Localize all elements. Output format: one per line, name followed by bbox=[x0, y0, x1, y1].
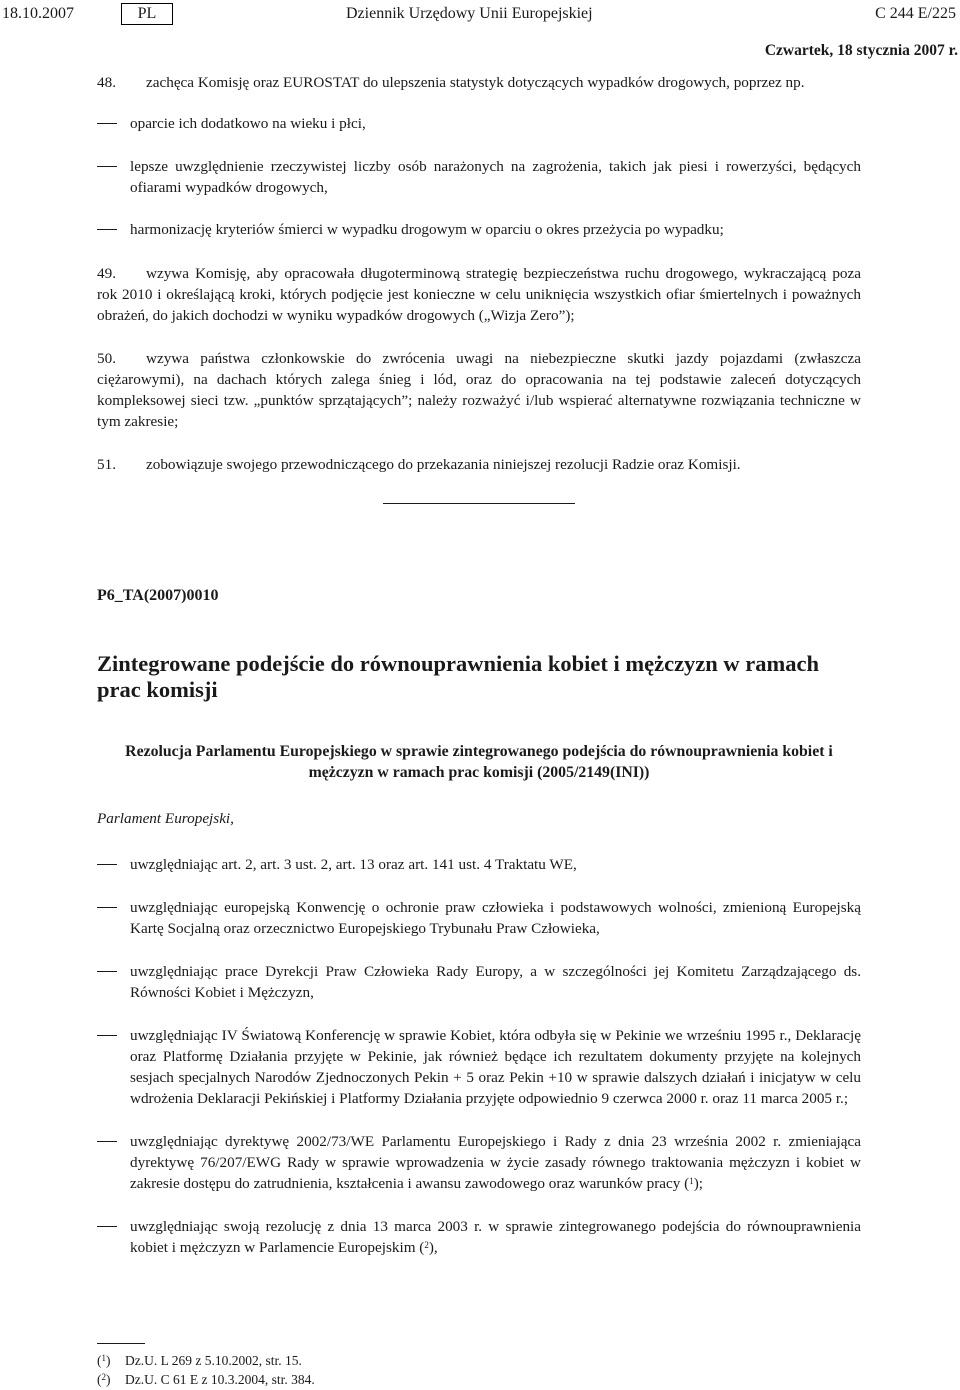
footnote-reference[interactable]: 2 bbox=[424, 1240, 429, 1250]
footnote-text: Dz.U. C 61 E z 10.3.2004, str. 384. bbox=[125, 1372, 315, 1387]
journal-title: Dziennik Urzędowy Unii Europejskiej bbox=[346, 5, 593, 22]
list-item: lepsze uwzględnienie rzeczywistej liczby osób narażonych na zagrożenia, takich jak piesi i rowerzyści, będących ofiarami wypadków drogowych, bbox=[97, 156, 861, 198]
document-id: P6_TA(2007)0010 bbox=[97, 587, 219, 604]
footnote-label: ($^1$) bbox=[97, 1353, 111, 1368]
footnote-text: Dz.U. L 269 z 5.10.2002, str. 15. bbox=[125, 1353, 302, 1368]
dash-marker bbox=[97, 907, 117, 908]
paragraph-number: 49. bbox=[97, 265, 116, 282]
journal-header bbox=[0, 2, 960, 26]
publication-date: 18.10.2007 bbox=[2, 5, 74, 22]
paragraph-50 bbox=[97, 348, 861, 432]
document-subtitle: Rezolucja Parlamentu Europejskiego w sprawie zintegrowanego podejścia do równouprawnienia kobiet i mężczyzn w ramach prac komisji (2005/2149(INI)) bbox=[125, 743, 833, 781]
paragraph-51 bbox=[97, 454, 861, 475]
paragraph-text: wzywa Komisję, aby opracowała długoterminową strategię bezpieczeństwa ruchu drogowego, wykraczającą poza rok 2010 i określającą kroki, których podjęcie jest konieczne w celu uniknięcia wszystkich ofiar śmiertelnych i poważnych obrażeń, do jakich dochodzi w wyniku wypadków drogowych („Wizja Zero”); bbox=[97, 265, 861, 324]
list-item: harmonizację kryteriów śmierci w wypadku drogowym w oparciu o okres przeżycia po wypadku; bbox=[97, 219, 861, 240]
footnote-rule bbox=[97, 1343, 145, 1344]
footnote-reference[interactable]: 1 bbox=[689, 1176, 694, 1186]
dash-marker bbox=[97, 864, 117, 865]
footnote bbox=[97, 1370, 861, 1389]
consideration-item: uwzględniając art. 2, art. 3 ust. 2, art. 13 oraz art. 141 ust. 4 Traktatu WE, bbox=[97, 854, 861, 875]
paragraph-text: wzywa państwa członkowskie do zwrócenia uwagi na niebezpieczne skutki jazdy pojazdami (zwłaszcza ciężarowymi), na dachach których zalega śnieg i lód, oraz do opracowania na tej podstawie zaleceń dotyczących kompleksowej sieci tzw. „punktów sprzątających”; należy rozważyć i/lub wspierać alternatywne rozwiązania techniczne w tym zakresie; bbox=[97, 350, 861, 430]
paragraph-49 bbox=[97, 263, 861, 326]
dash-marker bbox=[97, 1035, 117, 1036]
dash-marker bbox=[97, 1141, 117, 1142]
consideration-item: uwzględniając swoją rezolucję z dnia 13 marca 2003 r. w sprawie zintegrowanego podejścia do równouprawnienia kobiet i mężczyzn w Parlamencie Europejskim ($^2$), bbox=[97, 1216, 861, 1258]
paragraph-number: 48. bbox=[97, 74, 116, 91]
parliament-intro: Parlament Europejski, bbox=[97, 810, 234, 827]
consideration-item: uwzględniając europejską Konwencję o ochronie praw człowieka i podstawowych wolności, zmienioną Europejską Kartę Socjalną oraz orzecznictwo Europejskiego Trybunału Praw Człowieka, bbox=[97, 897, 861, 939]
dash-marker bbox=[97, 166, 117, 167]
paragraph-48 bbox=[97, 72, 861, 93]
paragraph-text: zachęca Komisję oraz EUROSTAT do ulepszenia statystyk dotyczących wypadków drogowych, poprzez np. bbox=[146, 74, 805, 91]
consideration-item: uwzględniając prace Dyrekcji Praw Człowieka Rady Europy, a w szczególności jej Komitetu Zarządzającego ds. Równości Kobiet i Mężczyzn, bbox=[97, 961, 861, 1003]
page-content bbox=[97, 72, 861, 1258]
dash-marker bbox=[97, 123, 117, 124]
paragraph-number: 51. bbox=[97, 456, 116, 473]
page-reference: C 244 E/225 bbox=[875, 5, 956, 22]
dash-marker bbox=[97, 1226, 117, 1227]
sitting-date: Czwartek, 18 stycznia 2007 r. bbox=[764, 42, 958, 59]
paragraph-number: 50. bbox=[97, 350, 116, 367]
footnote-label: ($^2$) bbox=[97, 1372, 111, 1387]
dash-marker bbox=[97, 971, 117, 972]
consideration-item: uwzględniając IV Światową Konferencję w sprawie Kobiet, która odbyła się w Pekinie we wrześniu 1995 r., Deklarację oraz Platformę Działania przyjęte w Pekinie, jak również będące ich rezultatem dokumenty przyjęte na kolejnych sesjach specjalnych Narodów Zjednoczonych Pekin + 5 oraz Pekin +10 w sprawie dalszych działań i inicjatyw w celu wdrożenia Deklaracji Pekińskiej i Platformy Działania przyjęte odpowiednio 9 czerwca 2000 r. oraz 11 marca 2005 r.; bbox=[97, 1025, 861, 1109]
list-item: oparcie ich dodatkowo na wieku i płci, bbox=[97, 113, 861, 134]
footnote bbox=[97, 1351, 861, 1370]
language-badge: PL bbox=[121, 3, 173, 25]
footnotes bbox=[97, 1351, 861, 1389]
dash-marker bbox=[97, 229, 117, 230]
document-title: Zintegrowane podejście do równouprawnienia kobiet i mężczyzn w ramach prac komisji bbox=[97, 651, 820, 702]
consideration-item: uwzględniając dyrektywę 2002/73/WE Parlamentu Europejskiego i Rady z dnia 23 września 2002 r. zmieniająca dyrektywę 76/207/EWG Rady w sprawie wprowadzenia w życie zasady równego traktowania mężczyzn i kobiet w zakresie dostępu do zatrudnienia, kształcenia i awansu zawodowego oraz warunków pracy ($^1$); bbox=[97, 1131, 861, 1194]
paragraph-text: zobowiązuje swojego przewodniczącego do przekazania niniejszej rezolucji Radzie oraz Komisji. bbox=[146, 456, 741, 473]
